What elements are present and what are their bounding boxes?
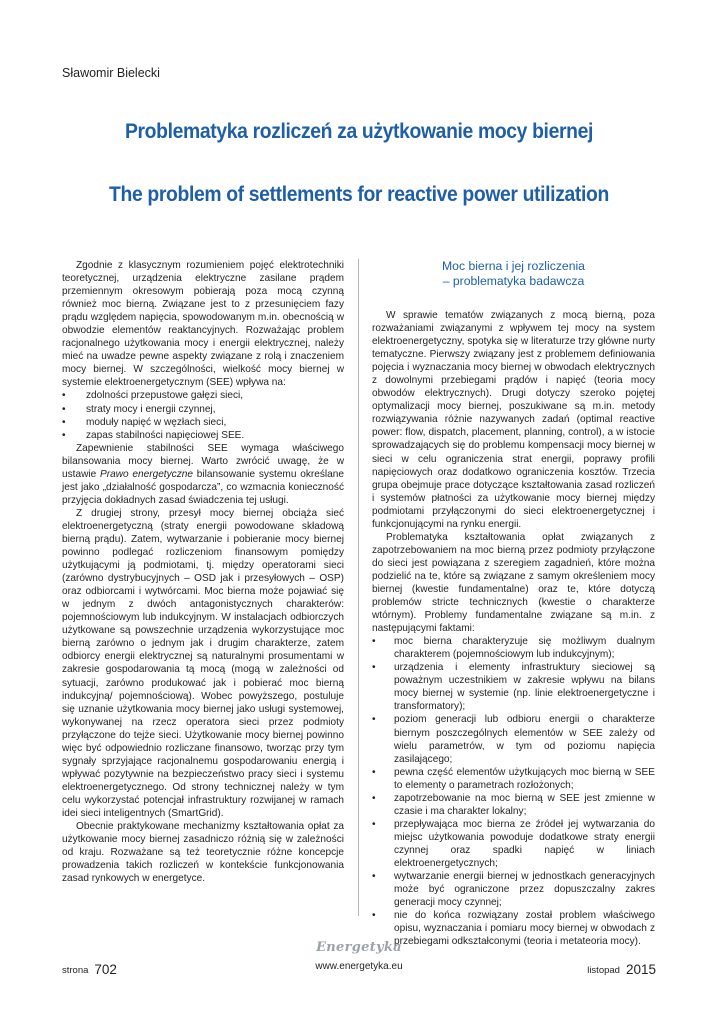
right-paragraph-2: Problematyka kształtowania opłat związanych z zapotrzebowaniem na moc bierną przez podmioty przyłączone do sieci jest powiązana z szeregiem zagadnień, które można podzielić na te, które są związane z samym określeniem mocy biernej (kwestie fundamentalne) oraz te, które dotyczą problemów stricte technicznych (kwestie o charakterze wtórnym). Problemy fundamentalne związane są m.in. z następującymi faktami: [372,531,655,635]
issue-month: listopad [587,965,620,976]
list-item: • poziom generacji lub odbioru energii o charakterze biernym poszczególnych elementów w SEE zależy od wielu parametrów, w tym od poziomu napięcia zasilającego; [372,713,655,765]
p2-text-after: bilansowanie systemu określane jest jako „działalność gospodarcza”, co wzmacnia konieczność przyjęcia dokładnych zasad świadczenia tej usługi. [62,468,344,506]
list-item: • nie do końca rozwiązany został problem właściwego opisu, wyznaczania i pomiaru mocy biernej w obwodach z przebiegami odkształconymi (teoria i metateoria mocy). [372,909,655,948]
right-paragraph-1: W sprawie tematów związanych z mocą bierną, poza rozważaniami związanymi z wpływem tej mocy na system elektroenergetyczny, spotyka się w literaturze trzy główne nurty tematyczne. Pierwszy związany jest z problemem definiowania pojęcia i wyznaczania mocy biernej w obwodach elektrycznych z dowolnymi przebiegami prądów i napięć (teoria mocy obwodów elektrycznych). Drugi dotyczy szeroko pojętej optymalizacji mocy biernej, poszukiwane są m.in. metody rozwiązywania różnie nazywanych zadań (optimal reactive power: flow, dispatch, placement, planning, control), a w istocie sprowadzających się do problemu kompensacji mocy biernej w sieci w celu ograniczenia strat energii, poprawy profili napięciowych oraz dodatkowo ograniczenia kosztów. Trzecia grupa obejmuje prace dotyczące kształtowania zasad rozliczeń i systemów płatności za użytkowanie mocy biernej między podmiotami przyłączonymi do sieci elektroenergetycznej i funkcjonującymi na rynku energii. [372,310,655,530]
left-paragraph-2 [62,442,344,507]
website-link[interactable]: www.energetyka.eu [315,961,403,972]
list-item: • pewna część elementów użytkujących moc bierną w SEE to elementy o parametrach rozłożonych; [372,766,655,792]
author-name: Sławomir Bielecki [62,66,160,80]
list-item: • moduły napięć w węzłach sieci, [62,416,344,429]
list-item: • zapotrzebowanie na moc bierną w SEE jest zmienne w czasie i ma charakter lokalny; [372,792,655,818]
list-item: • zdolności przepustowe gałęzi sieci, [62,389,344,402]
title-english: The problem of settlements for reactive power utilization [109,182,609,206]
list-item: • zapas stabilności napięciowej SEE. [62,429,344,442]
page-number: 702 [94,962,117,977]
right-bullet-list [372,635,655,948]
list-item: • wytwarzanie energii biernej w jednostkach generacyjnych może być ograniczone przez dopuszczalny zakres generacji mocy czynnej; [372,870,655,909]
list-item: • przepływająca moc bierna ze źródeł jej wytwarzania do miejsc użytkowania powoduje dodatkowe straty energii czynnej oraz spadki napięć w liniach elektroenergetycznych; [372,818,655,870]
left-paragraph-3: Z drugiej strony, przesył mocy biernej obciąża sieć elektroenergetyczną (straty energii powodowane składową bierną prądu). Zatem, wytwarzanie i pobieranie mocy biernej powinno podlegać rozliczeniom finansowym pomiędzy użytkującymi ją podmiotami, tj. między operatorami sieci (zarówno dystrybucyjnych – OSD jak i przesyłowych – OSP) oraz odbiorcami i wytwórcami. Moc bierna może pojawiać się w jednym z dwóch antagonistycznych charakterów: pojemnościowym lub indukcyjnym. W instalacjach odbiorczych użytkowane są powszechnie urządzenia wykorzystujące moc bierną zarówno o jednym jak i drugim charakterze, zatem odbiorcy energii elektrycznej są naturalnymi prosumentami w zakresie gospodarowania tą mocą (mogą w zależności od sytuacji, zarówno produkować jak i pobierać moc bierną indukcyjną/ pojemnościową). Wobec powyższego, postuluje się uznanie użytkowania mocy biernej jako usługi systemowej, wykonywanej na rzecz operatora sieci przez podmioty przyłączone do tejże sieci. Użytkowanie mocy biernej powinno więc być odpowiednio rozliczane finansowo, tworząc przy tym sygnały sprzyjające racjonalnemu gospodarowaniu energią i wpływać pozytywnie na bezpieczeństwo pracy sieci i systemu elektroenergetycznego. Od strony technicznej należy w tym celu wykorzystać potencjał infrastruktury rozwijanej w ramach idei sieci inteligentnych (SmartGrid). [62,507,344,819]
left-column [62,259,344,885]
page-label: strona [62,965,89,976]
right-column [372,259,655,948]
left-paragraph-1: Zgodnie z klasycznym rozumieniem pojęć elektrotechniki teoretycznej, urządzenia elektryczne zasilane prądem przemiennym okresowym pobierają poza mocą czynną również moc bierną. Związane jest to z przesunięciem fazy prądu względem napięcia, spowodowanym m.in. obecnością w obwodzie elementów reaktancyjnych. Rozważając problem racjonalnego użytkowania mocy i energii elektrycznej, należy mieć na uwadze pewne aspekty związane z rolą i znaczeniem mocy biernej. W szczególności, wielkość mocy biernej w systemie elektroenergetycznym (SEE) wpływa na: [62,260,344,389]
list-item: • urządzenia i elementy infrastruktury sieciowej są poważnym uczestnikiem w zakresie wpływu na bilans mocy biernej w systemie (np. linie elektroenergetyczne i transformatory); [372,661,655,713]
section-heading-line-2: – problematyka badawcza [442,273,585,288]
left-paragraph-4: Obecnie praktykowane mechanizmy kształtowania opłat za użytkowanie mocy biernej zasadniczo różnią się w zależności od kraju. Rozważane są też teoretycznie różne koncepcje prowadzenia takich rozliczeń w kontekście funkcjonowania zasad rynkowych w energetyce. [62,821,344,885]
journal-logo: Energetyka [316,940,402,955]
issue-date [587,961,656,976]
p2-text-before: Zapewnienie stabilności SEE wymaga właściwego bilansowania mocy biernej. Warto zwrócić uwagę, że w ustawie [62,442,344,480]
section-heading-line-1: Moc bierna i jej rozliczenia [442,259,585,273]
section-heading [372,259,655,288]
list-item: • moc bierna charakteryzuje się możliwym dualnym charakterem (pojemnościowym lub indukcyjnym); [372,635,655,661]
page-footer [0,958,718,978]
issue-year: 2015 [625,962,656,977]
left-bullet-list [62,389,344,441]
column-divider [358,259,359,916]
law-title-italic: Prawo energetyczne [100,468,193,480]
list-item: • straty mocy i energii czynnej, [62,403,344,416]
title-polish: Problematyka rozliczeń za użytkowanie mocy biernej [124,119,594,143]
